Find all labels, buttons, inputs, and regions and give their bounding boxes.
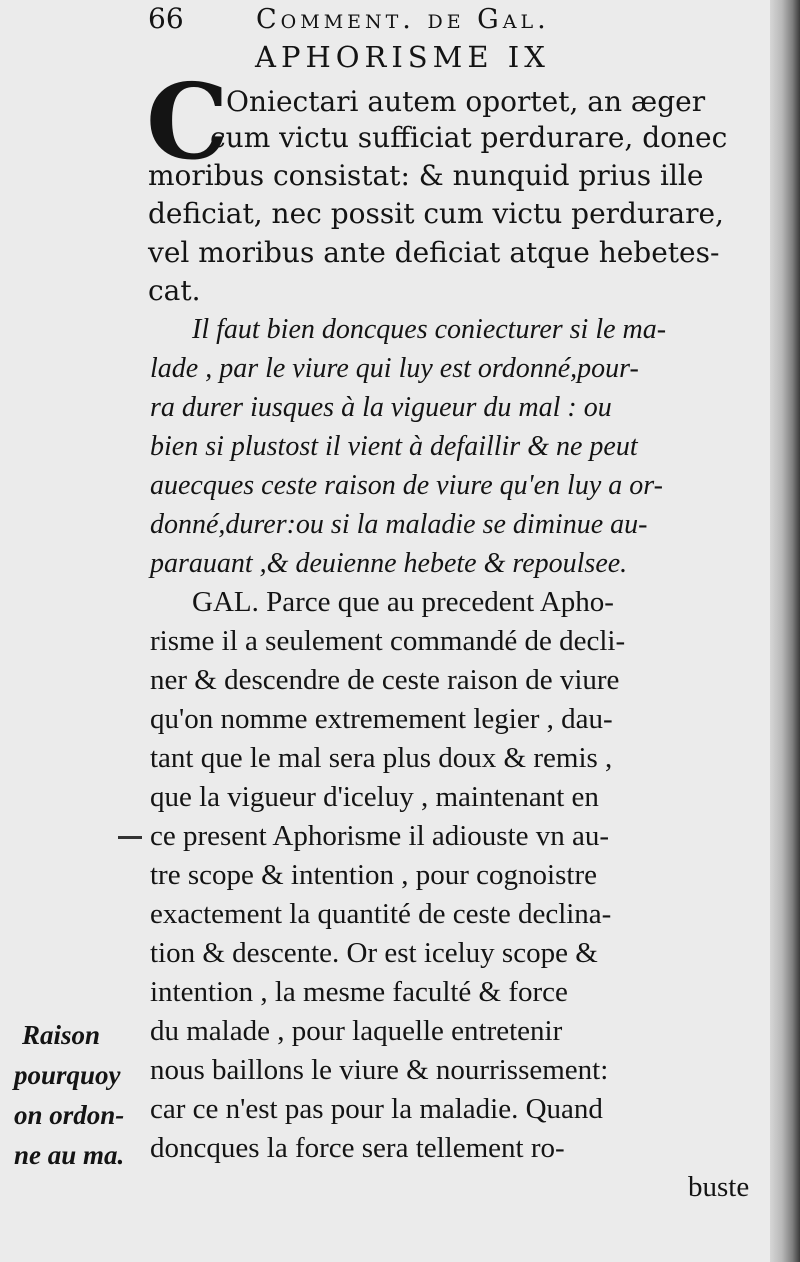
commentary-line: GAL. Parce que au precedent Apho- [192, 586, 614, 618]
running-head: Comment. de Gal. [256, 4, 550, 35]
margin-dash [118, 836, 142, 839]
translation-line: Il faut bien doncques coniecturer si le ma- [192, 314, 667, 345]
page-number: 66 [148, 2, 184, 35]
aphorism-title: APHORISME IX [255, 40, 550, 74]
commentary-line: que la vigueur d'iceluy , maintenant en [150, 781, 599, 813]
latin-line: Oniectari autem oportet, an æger [226, 85, 706, 118]
page-edge-shadow [770, 0, 800, 1262]
translation-line: auecques ceste raison de viure qu'en luy a or- [150, 470, 663, 501]
page-header [148, 0, 768, 40]
latin-line: deficiat, nec possit cum victu perdurare, [148, 197, 724, 230]
translation-line: parauant ,& deuienne hebete & repoulsee. [150, 548, 628, 579]
latin-line: cum victu sufficiat perdurare, donec [210, 121, 728, 154]
translation-line: lade , par le viure qui luy est ordonné,pour- [150, 353, 639, 384]
commentary-line: car ce n'est pas pour la maladie. Quand [150, 1093, 603, 1125]
latin-line: vel moribus ante deficiat atque hebetes- [148, 236, 720, 269]
commentary-line: ce present Aphorisme il adiouste vn au- [150, 820, 610, 852]
commentary-line: buste [688, 1171, 750, 1203]
margin-note-line: Raison [22, 1020, 101, 1050]
commentary-line: intention , la mesme faculté & force [150, 976, 568, 1008]
commentary-line: risme il a seulement commandé de decli- [150, 625, 626, 657]
commentary-line: qu'on nomme extremement legier , dau- [150, 703, 613, 735]
commentary-line: doncques la force sera tellement ro- [150, 1132, 565, 1164]
commentary-line: exactement la quantité de ceste declina- [150, 898, 612, 930]
margin-note-line: on ordon- [14, 1100, 125, 1130]
commentary-line: tre scope & intention , pour cognoistre [150, 859, 597, 891]
commentary-line: ner & descendre de ceste raison de viure [150, 664, 620, 696]
latin-line: moribus consistat: & nunquid prius ille [148, 159, 704, 192]
commentary-line: du malade , pour laquelle entretenir [150, 1015, 563, 1047]
translation-line: ra durer iusques à la vigueur du mal : ou [150, 392, 612, 423]
translation-line: donné,durer:ou si la maladie se diminue au- [150, 509, 648, 540]
commentary-line: nous baillons le viure & nourrissement: [150, 1054, 609, 1086]
commentary-line: tion & descente. Or est iceluy scope & [150, 937, 598, 969]
margin-note-line: ne au ma. [14, 1140, 125, 1170]
commentary-line: tant que le mal sera plus doux & remis , [150, 742, 613, 774]
latin-line: cat. [148, 274, 201, 307]
drop-cap: C [146, 60, 229, 183]
margin-note-line: pourquoy [14, 1060, 121, 1090]
translation-line: bien si plustost il vient à defaillir & ne peut [150, 431, 638, 462]
